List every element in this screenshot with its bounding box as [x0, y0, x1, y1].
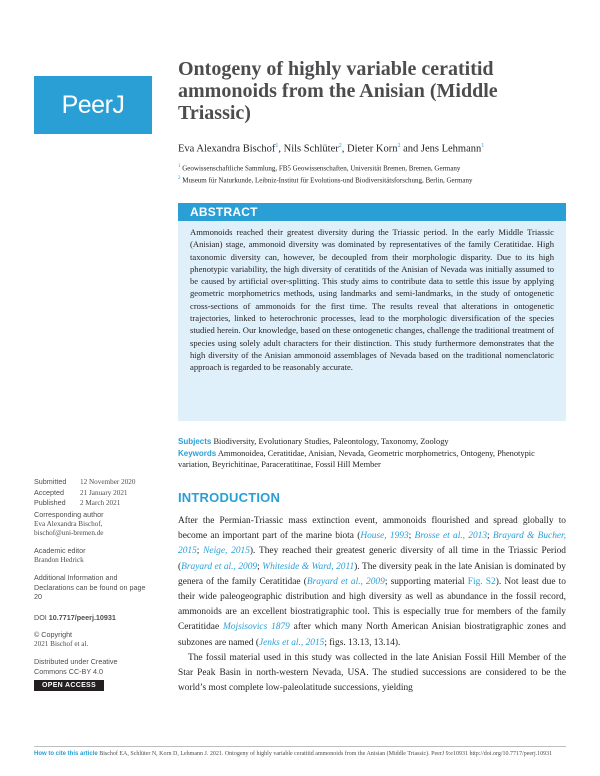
peerj-logo[interactable]: PeerJ	[34, 76, 152, 134]
citation-link[interactable]: Neige, 2015	[203, 546, 250, 557]
article-title: Ontogeny of highly variable ceratitid ammonoids from the Anisian (Middle Triassic)	[178, 58, 498, 124]
citation-link[interactable]: Whiteside & Ward, 2011	[262, 561, 355, 572]
introduction-text: After the Permian-Triassic mass extinction event, ammonoids flourished and spread globally to become an important part of the marine biota (House, 1993; Brosse et al., 2013; Brayard & Bucher, 2015; Neige, 2015). They reached their greatest generic diversity of all time in the Triassic Period (Brayard et al., 2009; Whiteside & Ward, 2011). The diversity peak in the late Anisian is dominated by genera of the family Ceratitidae (Brayard et al., 2009; supporting material Fig. S2). Not least due to their wide paleogeographic distribution and high diversity as well as abundance in the fossil record, ammonoids are an excellent biostratigraphic tool. This is especially true for members of the family Ceratitidae Mojsisovics 1879 after which many North American Anisian biostratigraphic zones and subzones are named (Jenks et al., 2015; figs. 13.13, 13.14). The fossil material used in this study was collected in the late Anisian Fossil Hill Member of the Star Peak Basin in north-western Nevada, USA. The studied successions are considered to be the world’s most complete low-paleolatitude successions, yielding	[178, 516, 566, 694]
keywords-text: Ammonoidea, Ceratitidae, Anisian, Nevada, Geometric morphometrics, Ontogeny, Phenotypic variation, Beyrichitinae, Paraceratitinae, Fossil Hill Member	[178, 448, 535, 469]
how-to-cite-label: How to cite this article	[34, 751, 98, 757]
accepted-label: Accepted	[34, 487, 64, 497]
how-to-cite-text: Bischof EA, Schlüter N, Korn D, Lehmann J. 2021. Ontogeny of highly variable ceratitid ammonoids from the Anisian (Middle Triassic). PeerJ 9:e10931 http://doi.org/10.7717/peerj.10931	[99, 751, 553, 757]
doi	[34, 613, 116, 623]
license[interactable]: Distributed under Creative Commons CC-BY 4.0	[34, 657, 118, 676]
affiliation-mark: 2	[397, 143, 401, 149]
citation-link[interactable]: Brosse et al., 2013	[414, 531, 488, 542]
academic-editor	[34, 546, 86, 565]
supplement-link[interactable]: Fig. S2	[467, 576, 496, 587]
citation-link[interactable]: Jenks et al., 2015	[258, 637, 325, 648]
copyright-label: Copyright	[41, 630, 73, 639]
citation-link[interactable]: House, 1993	[360, 531, 409, 542]
keywords-label: Keywords	[178, 448, 217, 458]
published-date: 2 March 2021	[80, 499, 121, 507]
open-access-badge: OPEN ACCESS	[34, 680, 104, 691]
additional-info[interactable]: Additional Information and Declarations can be found on page 20	[34, 573, 146, 601]
author-list: Eva Alexandra Bischof$^1$, Nils Schlüter$^2$, Dieter Korn$^2$ and Jens Lehmann$^1$	[178, 143, 485, 155]
author-name[interactable]: Nils Schlüter	[283, 143, 339, 155]
affiliation-mark: 2	[338, 143, 342, 149]
citation-link[interactable]: Brayard et al., 2009	[306, 576, 385, 587]
copyright-holder: 2021 Bischof et al.	[34, 639, 89, 648]
published-label: Published	[34, 498, 66, 507]
how-to-cite	[34, 750, 566, 758]
affiliation-1: $^1$ Geowissenschaftliche Sammlung, FB5 Geowissenschaften, Universität Bremen, Bremen, Germany	[178, 164, 461, 173]
subjects-label: Subjects	[178, 437, 212, 446]
editor-name: Brandon Hedrick	[34, 555, 84, 564]
author-name[interactable]: Jens Lehmann	[420, 143, 482, 155]
introduction-heading: INTRODUCTION	[178, 490, 281, 505]
doi-label: DOI	[34, 613, 47, 622]
abstract-box	[178, 203, 566, 421]
affiliation-mark: 1	[481, 143, 485, 149]
corresponding-label: Corresponding author	[34, 510, 104, 519]
author-name[interactable]: Dieter Korn	[347, 143, 398, 155]
abstract-heading: ABSTRACT	[178, 203, 566, 221]
subjects-keywords	[178, 436, 566, 471]
subjects-line	[178, 436, 566, 448]
subjects-text[interactable]: Biodiversity, Evolutionary Studies, Paleontology, Taxonomy, Zoology	[213, 437, 449, 446]
citation-link[interactable]: Mojsisovics 1879	[222, 622, 290, 633]
copyright	[34, 630, 88, 649]
footer-divider	[34, 746, 566, 747]
submitted-label: Submitted	[34, 477, 67, 486]
accepted-date: 21 January 2021	[80, 488, 128, 497]
keywords-line	[178, 448, 566, 471]
affiliation-2: $^2$ Museum für Naturkunde, Leibniz-Institut für Evolutions-und Biodiversitätsforschung, Berlin, Germany	[178, 176, 473, 185]
corresponding-author	[34, 510, 104, 539]
submitted-date: 12 November 2020	[80, 478, 136, 486]
article-dates	[34, 477, 136, 509]
editor-label: Academic editor	[34, 546, 86, 555]
abstract-text: Ammonoids reached their greatest diversity during the Triassic period. In the early Middle Triassic (Anisian) stage, ammonoid diversity was dominated by representatives of the family Ceratitidae. High taxonomic diversity can, however, be decoupled from their morphologic disparity. Due to its high phenotypic variability, the high diversity of ceratitids of the Anisian of Nevada was initially assumed to be caused by artificial over-splitting. This study aims to contribute data to settle this issue by applying geometric morphometrics methods, using landmarks and semi-landmarks, in the study of ontogenetic cross-sections of ammonoids for the first time. The results reveal that alterations in ontogenetic trajectories, linked to heterochronic processes, lead to the morphologic diversification of the species studied herein. Our knowledge, based on these ontogenetic changes, challenge the traditional treatment of species using solely adult characters for their distinction. This study furthermore demonstrates that the high diversity of the Anisian ammonoid assemblages of Nevada based on the traditional nomenclatoric approach is regarded to be reasonably accurate.	[190, 227, 554, 373]
corresponding-name: Eva Alexandra Bischof,	[34, 519, 103, 528]
corresponding-email[interactable]: bischof@uni-bremen.de	[34, 529, 104, 537]
affiliation-mark: 1	[275, 143, 279, 149]
copyright-icon: ©	[34, 630, 40, 639]
citation-link[interactable]: Brayard & Bucher, 2015	[178, 531, 566, 557]
doi-link[interactable]: 10.7717/peerj.10931	[48, 613, 116, 622]
author-name[interactable]: Eva Alexandra Bischof	[178, 143, 276, 155]
citation-link[interactable]: Brayard et al., 2009	[181, 561, 258, 572]
